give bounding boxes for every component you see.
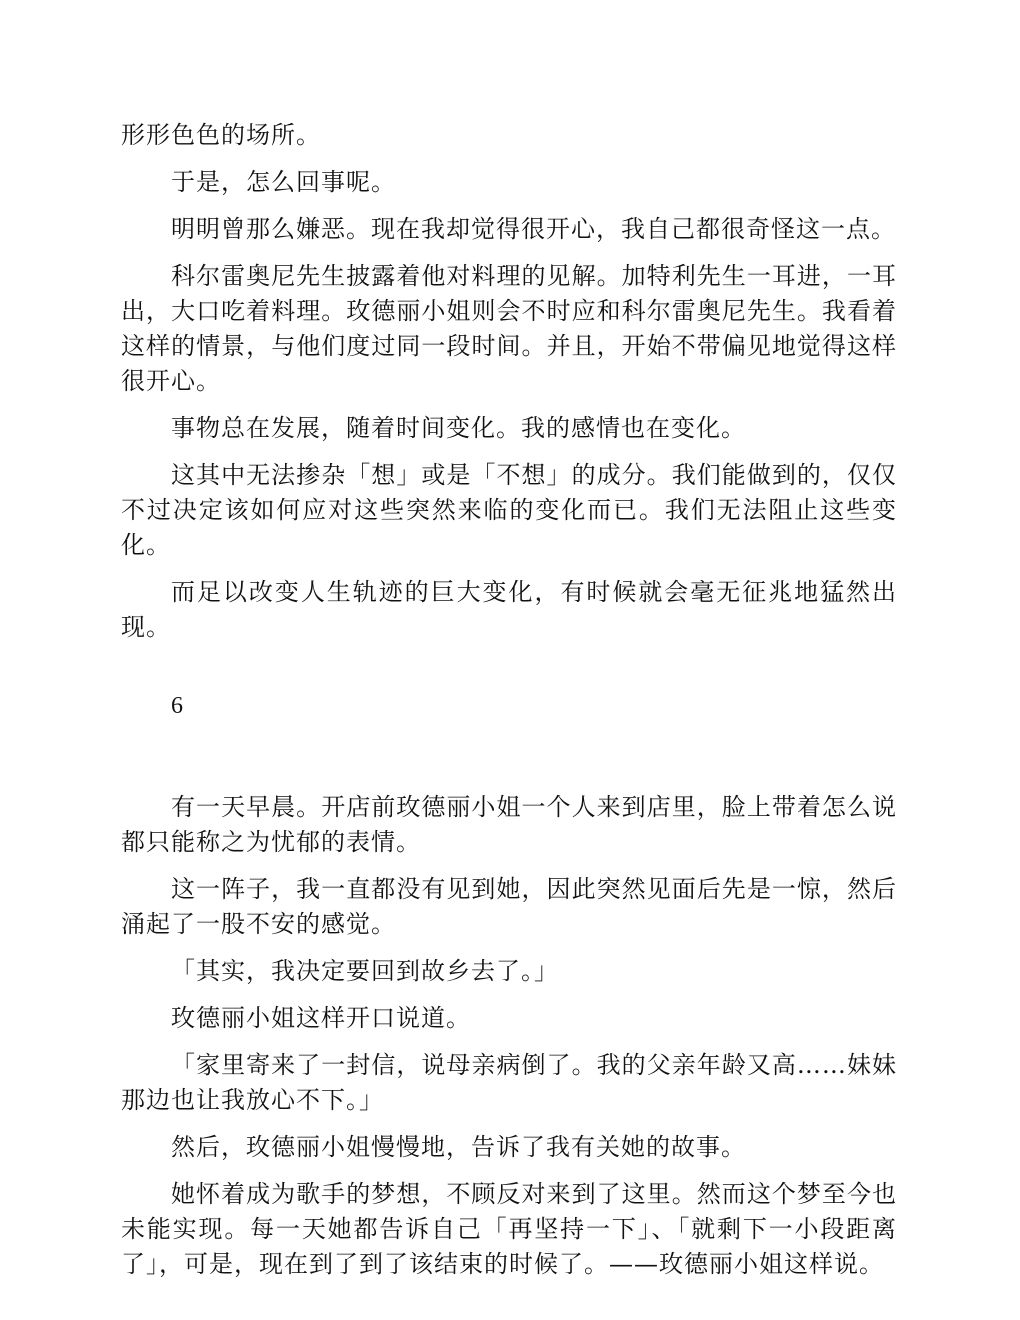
paragraph: 于是，怎么回事呢。 (171, 168, 396, 196)
paragraph: 形形色色的场所。 (121, 121, 321, 149)
document-page (121, 118, 897, 1294)
paragraph: 事物总在发展，随着时间变化。我的感情也在变化。 (171, 414, 746, 442)
paragraph: 科尔雷奥尼先生披露着他对料理的见解。加特利先生一耳进，一耳出，大口吃着料理。玫德丽小姐则会不时应和科尔雷奥尼先生。我看着这样的情景，与他们度过同一段时间。并且，开始不带偏见地觉得这样很开心。 (121, 262, 897, 395)
paragraph: 然后，玫德丽小姐慢慢地，告诉了我有关她的故事。 (171, 1133, 746, 1161)
paragraph: 这一阵子，我一直都没有见到她，因此突然见面后先是一惊，然后涌起了一股不安的感觉。 (121, 875, 897, 938)
paragraph: 玫德丽小姐这样开口说道。 (171, 1004, 471, 1032)
paragraph: 有一天早晨。开店前玫德丽小姐一个人来到店里，脸上带着怎么说都只能称之为忧郁的表情。 (121, 793, 897, 856)
paragraph: 「家里寄来了一封信，说母亲病倒了。我的父亲年龄又高……妹妹那边也让我放心不下。」 (121, 1051, 897, 1114)
paragraph: 而足以改变人生轨迹的巨大变化，有时候就会毫无征兆地猛然出现。 (121, 578, 897, 641)
paragraph: 这其中无法掺杂「想」或是「不想」的成分。我们能做到的，仅仅不过决定该如何应对这些突然来临的变化而已。我们无法阻止这些变化。 (121, 461, 897, 559)
paragraph: 明明曾那么嫌恶。现在我却觉得很开心，我自己都很奇怪这一点。 (171, 215, 896, 243)
paragraph: 她怀着成为歌手的梦想，不顾反对来到了这里。然而这个梦至今也未能实现。每一天她都告诉自己「再坚持一下」、「就剩下一小段距离了」，可是，现在到了到了该结束的时候了。——玫德丽小姐这样说。 (121, 1180, 897, 1278)
section-number: 6 (171, 693, 184, 719)
paragraph: 「其实，我决定要回到故乡去了。」 (171, 957, 559, 985)
